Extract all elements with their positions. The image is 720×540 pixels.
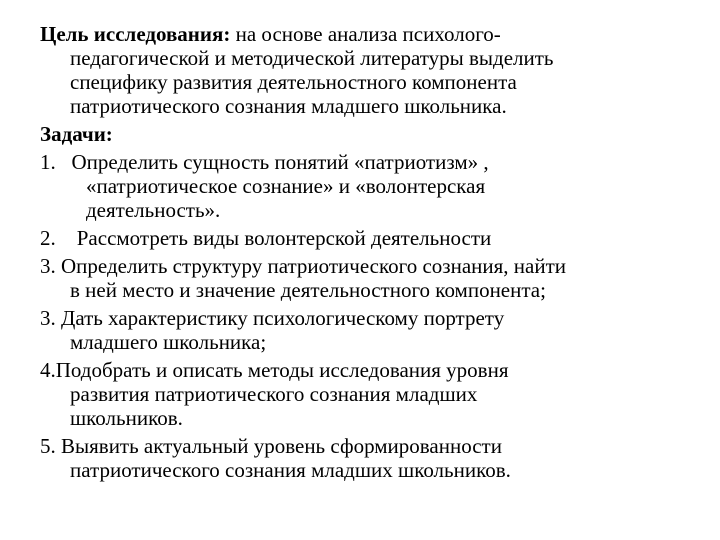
task-text: Рассмотреть виды волонтерской деятельности [76, 226, 492, 250]
task-text: Определить сущность понятий «патриотизм» , [71, 150, 489, 174]
task-item-5 [40, 358, 690, 430]
task-item-1-line: деятельность». [86, 198, 221, 222]
research-goal-text: на основе анализа психолого- [235, 22, 501, 46]
task-item-4-line: младшего школьника; [70, 330, 267, 354]
task-number: 4. [40, 358, 56, 382]
task-item-2-first-line [40, 226, 690, 250]
task-item-1 [40, 150, 690, 222]
task-item-1-line: «патриотическое сознание» и «волонтерская [86, 174, 486, 198]
task-text: Определить структуру патриотического сознания, найти [61, 254, 567, 278]
task-item-5-line: развития патриотического сознания младших [70, 382, 478, 406]
research-goal-line: патриотического сознания младшего школьника. [70, 94, 507, 118]
research-goal [40, 22, 690, 118]
task-item-6 [40, 434, 690, 482]
task-item-4 [40, 306, 690, 354]
task-number: 5. [40, 434, 56, 458]
task-item-4-first-line [40, 306, 690, 330]
task-number: 2. [40, 226, 56, 250]
task-item-2 [40, 226, 690, 250]
task-number: 3. [40, 306, 56, 330]
task-item-3-line: в ней место и значение деятельностного компонента; [70, 278, 546, 302]
task-item-3 [40, 254, 690, 302]
task-text: Дать характеристику психологическому портрету [61, 306, 505, 330]
task-number: 3. [40, 254, 56, 278]
task-item-1-first-line [40, 150, 690, 174]
task-item-6-first-line [40, 434, 690, 458]
task-item-6-line: патриотического сознания младших школьников. [70, 458, 511, 482]
task-number: 1. [40, 150, 56, 174]
research-goal-label: Цель исследования: [40, 22, 231, 46]
task-item-3-first-line [40, 254, 690, 278]
research-goal-first-line [40, 22, 690, 46]
research-goal-line: специфику развития деятельностного компонента [70, 70, 517, 94]
slide-content [40, 22, 690, 486]
tasks-heading: Задачи: [40, 122, 113, 146]
research-goal-line: педагогической и методической литературы выделить [70, 46, 554, 70]
task-text: Выявить актуальный уровень сформированности [61, 434, 502, 458]
task-item-5-line: школьников. [70, 406, 183, 430]
task-item-5-first-line [40, 358, 690, 382]
task-text: Подобрать и описать методы исследования уровня [55, 358, 509, 382]
